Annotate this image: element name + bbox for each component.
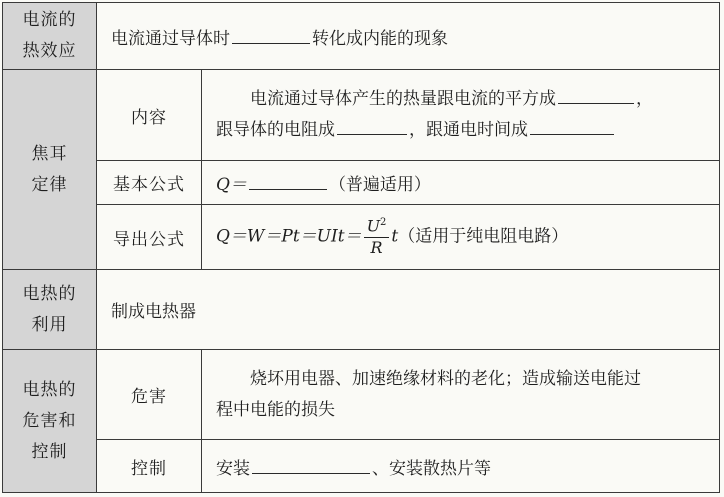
definition-text-after: 转化成内能的现象: [312, 28, 448, 49]
fill-blank[interactable]: [530, 120, 614, 135]
control-text-after: 、安装散热片等: [372, 458, 491, 479]
category-heating-effect: [3, 3, 97, 70]
hazard-line-2: 程中电能的损失: [216, 399, 335, 420]
joule-law-content: [202, 70, 720, 161]
derived-formula: [202, 205, 720, 270]
hazard-text: [202, 350, 720, 440]
category-line: 利用: [31, 314, 68, 335]
category-line: 焦耳: [31, 143, 68, 164]
row-joule-content: [3, 70, 720, 161]
category-line: 电热的: [22, 283, 77, 304]
label-content: 内容: [97, 70, 202, 161]
fill-blank[interactable]: [558, 89, 634, 104]
control-text: [202, 440, 720, 493]
control-text-before: 安装: [216, 458, 250, 479]
definition-text-before: 电流通过导体时: [111, 28, 230, 49]
category-line: 电热的: [22, 379, 77, 400]
row-hazard: [3, 350, 720, 440]
label-basic-formula: 基本公式: [97, 161, 202, 205]
fill-blank[interactable]: [252, 459, 370, 474]
category-line: 热效应: [22, 41, 77, 61]
label-control: 控制: [97, 440, 202, 493]
fill-blank[interactable]: [337, 120, 407, 135]
category-hazard-control: [3, 350, 97, 493]
fraction-numerator: $U^2$: [364, 218, 390, 237]
formula-text: Q＝W＝Pt＝UIt＝: [216, 227, 362, 247]
category-line: 控制: [31, 441, 68, 462]
category-line: 危害和: [22, 410, 77, 431]
row-heating-effect: [3, 3, 720, 70]
fill-blank[interactable]: [249, 175, 327, 190]
content-line-2: [216, 115, 709, 146]
formula-time-var: t: [391, 227, 399, 247]
formula-note: （普遍适用）: [328, 175, 431, 195]
fraction: [364, 218, 390, 255]
label-derived-formula: 导出公式: [97, 205, 202, 270]
label-hazard: 危害: [97, 350, 202, 440]
category-line: 定律: [31, 174, 68, 195]
category-joule-law: [3, 70, 97, 270]
category-line: 电流的: [22, 10, 77, 30]
heating-effect-definition: [97, 3, 720, 70]
content-line-1: [216, 84, 709, 115]
fraction-denominator: R: [370, 237, 383, 257]
basic-formula: [202, 161, 720, 205]
category-utilization: [3, 270, 97, 350]
hazard-line-1: 烧坏用电器、加速绝缘材料的老化；造成输送电能过: [250, 368, 641, 389]
content-text: 电流通过导体产生的热量跟电流的平方成: [250, 89, 556, 109]
row-derived-formula: [3, 205, 720, 270]
row-control: [3, 440, 720, 493]
physics-knowledge-table: [2, 2, 720, 493]
fill-blank[interactable]: [232, 29, 310, 44]
row-basic-formula: [3, 161, 720, 205]
formula-text: Q＝: [216, 175, 247, 195]
content-text: ，跟通电时间成: [409, 120, 528, 140]
content-punct: ，: [636, 89, 653, 109]
utilization-text: 制成电热器: [97, 270, 720, 350]
content-text: 跟导体的电阻成: [216, 120, 335, 140]
formula-note: （适用于纯电阻电路）: [398, 227, 569, 247]
row-utilization: [3, 270, 720, 350]
